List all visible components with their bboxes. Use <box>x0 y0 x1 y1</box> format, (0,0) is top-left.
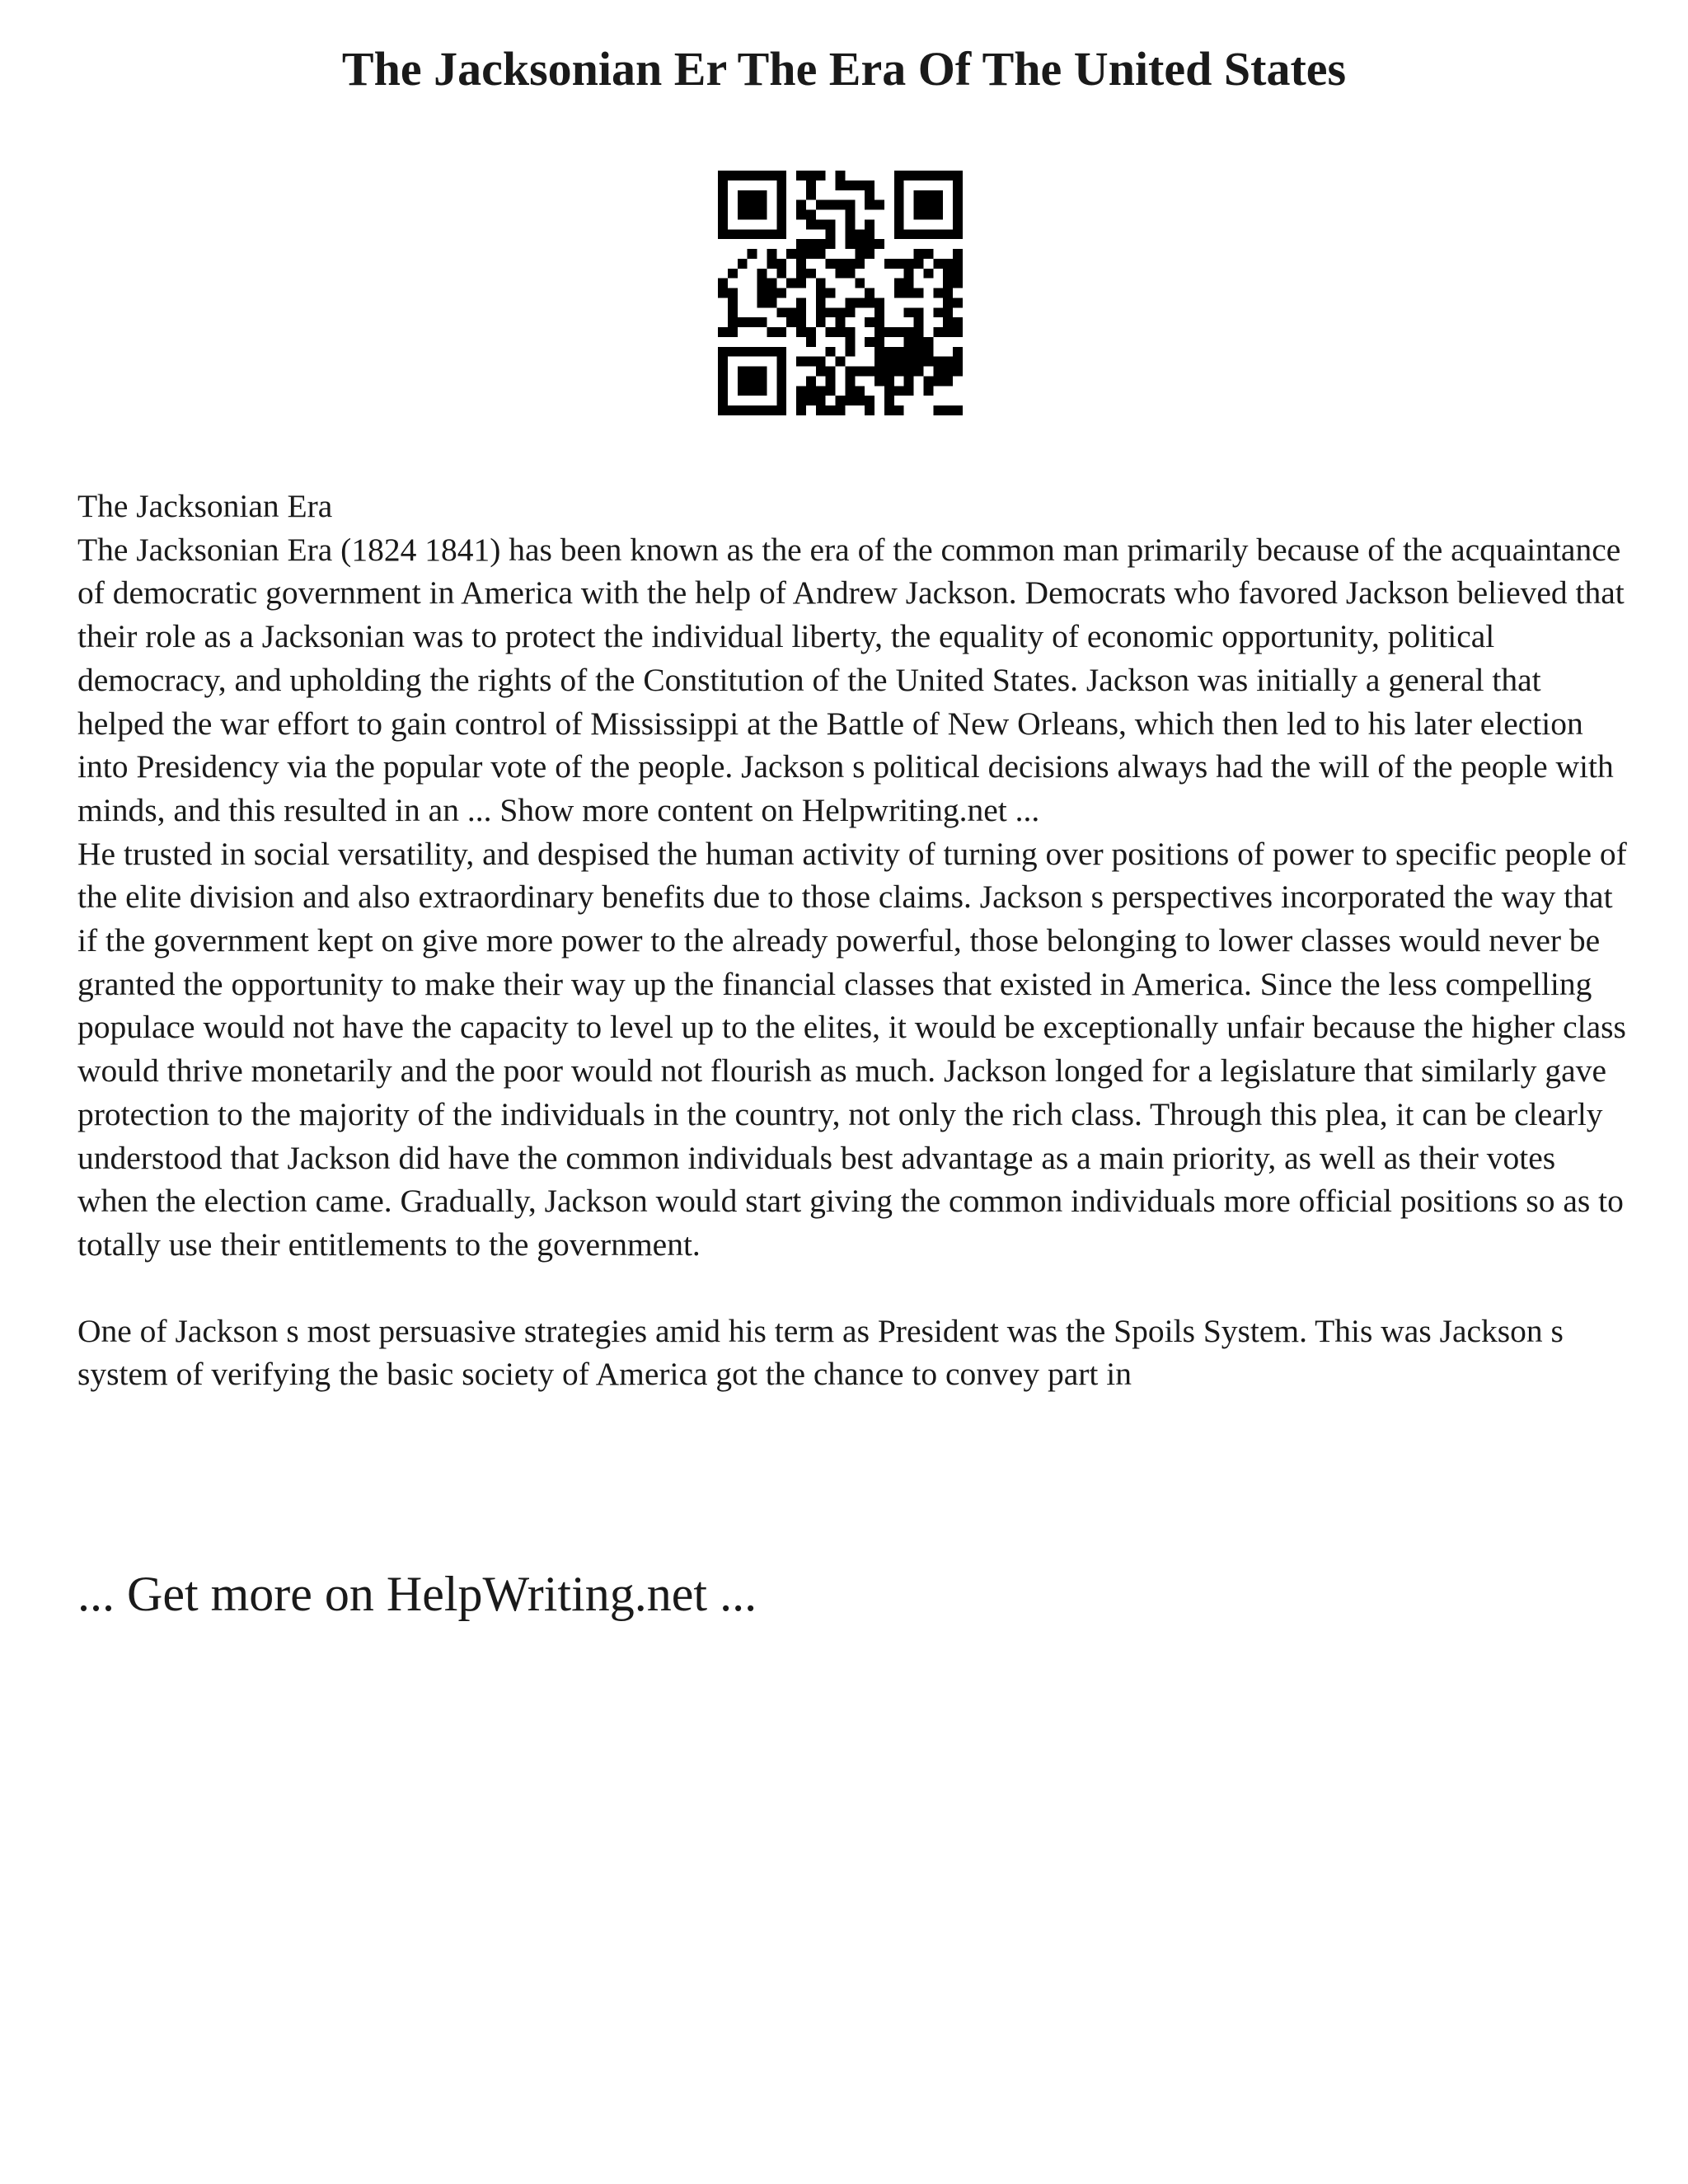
document-title: The Jacksonian Er The Era Of The United States <box>341 42 1347 96</box>
paragraph-spacer <box>77 1267 1627 1310</box>
qr-code-icon <box>718 171 963 415</box>
get-more-link[interactable]: ... Get more on HelpWriting.net ... <box>77 1567 757 1621</box>
paragraph-1: The Jacksonian Era (1824 1841) has been known as the era of the common man primarily because of the acquaintance of democratic government in America with the help of Andrew Jackson. Democrats who favored Jackson believed that their role as a Jacksonian was to protect the individual liberty, the equality of economic opportunity, political democracy, and upholding the rights of the Constitution of the United States. Jackson was initially a general that helped the war effort to gain control of Mississippi at the Battle of New Orleans, which then led to his later election into Presidency via the popular vote of the people. Jackson s political decisions always had the will of the people with minds, and this resulted in an ... Show more content on Helpwriting.net ... <box>77 531 1625 828</box>
section-heading: The Jacksonian Era <box>77 488 333 524</box>
document-body <box>77 485 1627 1396</box>
paragraph-2: He trusted in social versatility, and despised the human activity of turning over positions of power to specific people of the elite division and also extraordinary benefits due to those claims. Jackson s perspectives incorporated the way that if the government kept on give more power to the already powerful, those belonging to lower classes would never be granted the opportunity to make their way up the financial classes that existed in America. Since the less compelling populace would not have the capacity to level up to the elites, it would be exceptionally unfair because the higher class would thrive monetarily and the poor would not flourish as much. Jackson longed for a legislature that similarly gave protection to the majority of the individuals in the country, not only the rich class. Through this plea, it can be clearly understood that Jackson did have the common individuals best advantage as a main priority, as well as their votes when the election came. Gradually, Jackson would start giving the common individuals more official positions so as to totally use their entitlements to the government. <box>77 835 1627 1263</box>
qr-code-graphic <box>718 171 963 415</box>
paragraph-3: One of Jackson s most persuasive strategies amid his term as President was the Spoils System. This was Jackson s system of verifying the basic society of America got the chance to convey part in <box>77 1312 1564 1393</box>
